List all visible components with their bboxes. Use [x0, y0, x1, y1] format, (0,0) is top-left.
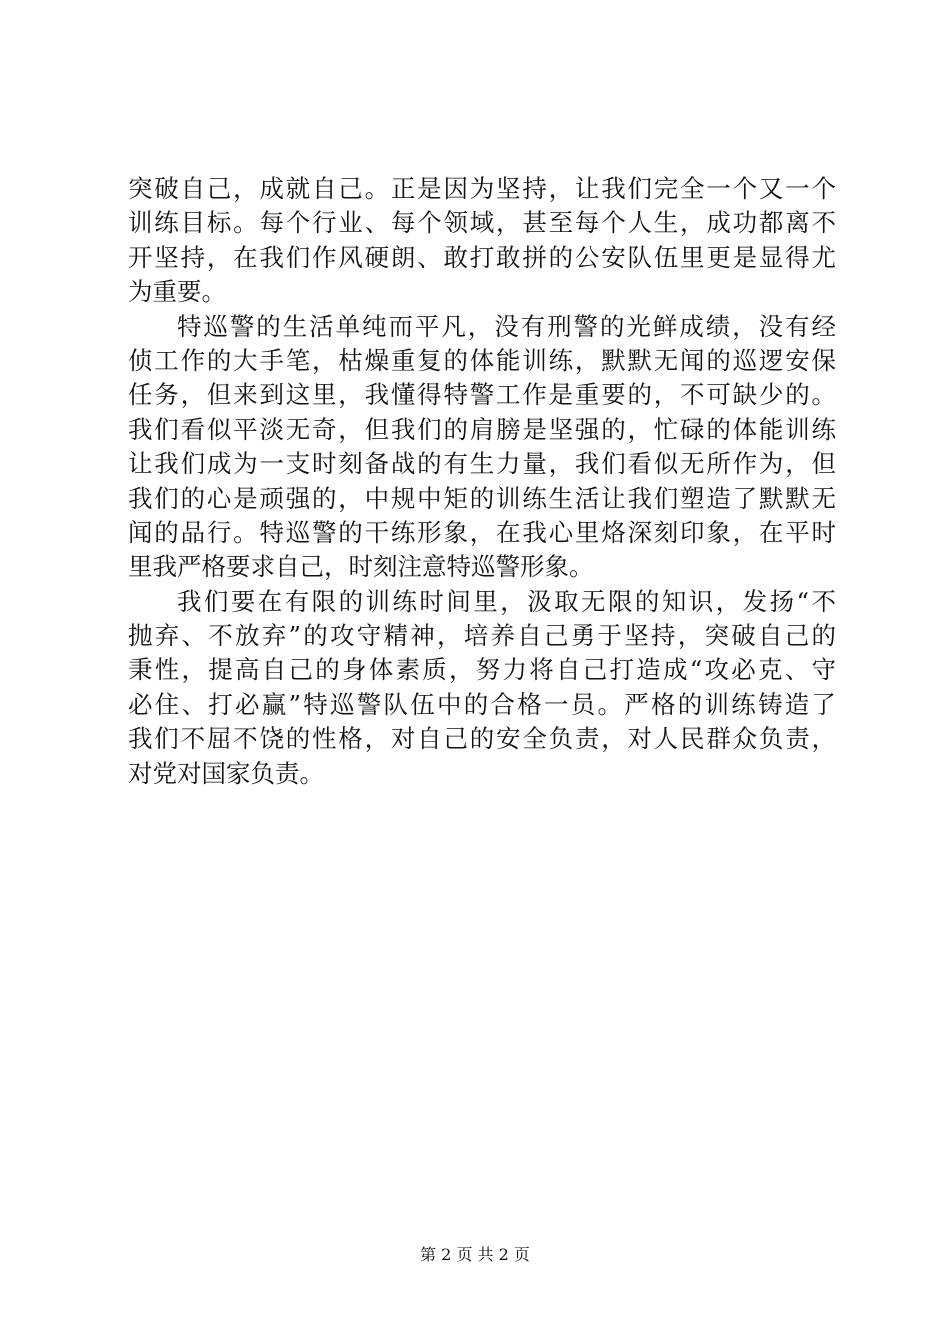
text-line: 开坚持，在我们作风硬朗、敢打敢拼的公安队伍里更是显得尤 — [128, 242, 836, 272]
text-line: 必住、打必赢”特巡警队伍中的合格一员。严格的训练铸造了 — [128, 689, 836, 719]
text-line: 里我严格要求自己，时刻注意特巡警形象。 — [128, 552, 594, 582]
text-line: 我们的心是顽强的，中规中矩的训练生活让我们塑造了默默无 — [128, 483, 836, 513]
text-line: 为重要。 — [128, 277, 226, 307]
text-line: 闻的品行。特巡警的干练形象，在我心里烙深刻印象，在平时 — [128, 517, 836, 547]
text-line: 抛弃、不放弃”的攻守精神，培养自己勇于坚持，突破自己的 — [128, 621, 836, 651]
text-line: 我们不屈不饶的性格，对自己的安全负责，对人民群众负责， — [128, 724, 836, 754]
document-body — [128, 172, 836, 791]
paragraph-3 — [128, 585, 836, 791]
page-number-label: 第 2 页 共 2 页 — [420, 1245, 530, 1264]
text-line: 突破自己，成就自己。正是因为坚持，让我们完全一个又一个 — [128, 174, 836, 203]
text-line: 任务，但来到这里，我懂得特警工作是重要的，不可缺少的。 — [128, 380, 836, 410]
text-line: 训练目标。每个行业、每个领域，甚至每个人生，成功都离不 — [128, 208, 836, 238]
paragraph-1 — [128, 172, 836, 310]
text-line: 秉性，提高自己的身体素质，努力将自己打造成“攻必克、守 — [128, 655, 836, 685]
text-line: 我们看似平淡无奇，但我们的肩膀是坚强的，忙碌的体能训练 — [128, 414, 836, 444]
paragraph-2 — [128, 310, 836, 585]
text-line: 我们要在有限的训练时间里，汲取无限的知识，发扬“不 — [177, 586, 836, 616]
text-line: 特巡警的生活单纯而平凡，没有刑警的光鲜成绩，没有经 — [177, 311, 836, 341]
text-line: 让我们成为一支时刻备战的有生力量，我们看似无所作为，但 — [128, 449, 836, 479]
page-footer — [0, 1244, 950, 1266]
text-line: 对党对国家负责。 — [128, 758, 324, 788]
text-line: 侦工作的大手笔，枯燥重复的体能训练，默默无闻的巡逻安保 — [128, 345, 836, 375]
